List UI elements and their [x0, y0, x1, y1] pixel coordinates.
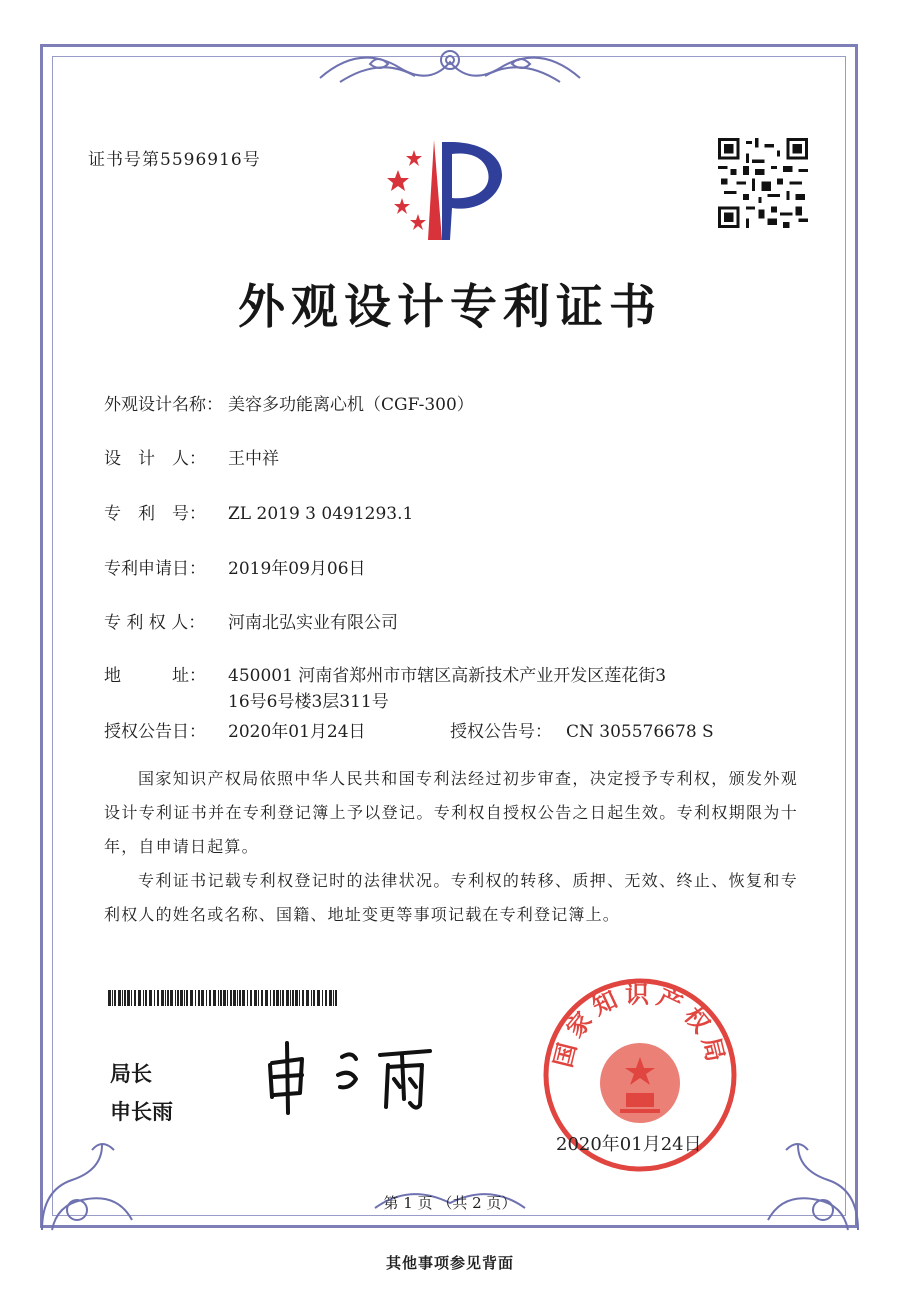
barcode-bar	[143, 990, 144, 1006]
barcode-bar	[230, 990, 232, 1006]
barcode-bar	[306, 990, 309, 1006]
barcode-bar	[114, 990, 116, 1006]
barcode-bar	[322, 990, 323, 1006]
barcode-bar	[122, 990, 123, 1006]
grant-number-label: 授权公告号：	[450, 722, 552, 742]
grant-date-label: 授权公告日：	[104, 722, 206, 742]
patentee-label: 专 利 权 人：	[104, 613, 206, 633]
signatory-name: 申长雨	[110, 1100, 173, 1124]
barcode-bar	[131, 990, 132, 1006]
barcode-bar	[335, 990, 337, 1006]
barcode-bar	[177, 990, 179, 1006]
certificate-number: 证书号第5596916号	[88, 150, 261, 170]
barcode-bar	[313, 990, 315, 1006]
barcode-bar	[167, 990, 169, 1006]
barcode-bar	[161, 990, 164, 1006]
barcode-bar	[329, 990, 332, 1006]
barcode-bar	[184, 990, 185, 1006]
corner-ornament-bottom-left	[32, 1130, 152, 1240]
barcode-bar	[124, 990, 126, 1006]
barcode-bar	[165, 990, 166, 1006]
barcode-bar	[138, 990, 141, 1006]
barcode-bar	[325, 990, 327, 1006]
patent-number-label: 专 利 号：	[104, 504, 206, 524]
barcode-bar	[258, 990, 259, 1006]
address-label: 地 址：	[104, 666, 206, 686]
barcode-bar	[201, 990, 204, 1006]
barcode-bar	[175, 990, 176, 1006]
barcode-bar	[299, 990, 300, 1006]
barcode-bar	[195, 990, 196, 1006]
barcode-bar	[239, 990, 241, 1006]
barcode-bar	[270, 990, 271, 1006]
patent-office-emblem-icon	[376, 130, 526, 249]
seal-text: 国家知识产权局	[548, 979, 732, 1071]
grant-number-value: CN 305576678 S	[566, 722, 714, 742]
barcode-bar	[276, 990, 279, 1006]
design-name-value: 美容多功能离心机（CGF-300）	[228, 395, 474, 415]
barcode-bar	[280, 990, 281, 1006]
barcode	[108, 990, 340, 1010]
barcode-bar	[317, 990, 320, 1006]
barcode-bar	[286, 990, 289, 1006]
certificate-title: 外观设计专利证书	[238, 280, 662, 335]
barcode-bar	[273, 990, 275, 1006]
barcode-bar	[302, 990, 304, 1006]
barcode-bar	[206, 990, 207, 1006]
barcode-bar	[108, 990, 111, 1006]
barcode-bar	[118, 990, 121, 1006]
barcode-bar	[170, 990, 173, 1006]
designer-value: 王中祥	[228, 449, 279, 469]
barcode-bar	[223, 990, 226, 1006]
barcode-bar	[127, 990, 130, 1006]
barcode-bar	[112, 990, 113, 1006]
grant-date-value: 2020年01月24日	[228, 722, 366, 742]
barcode-bar	[157, 990, 159, 1006]
page-indicator: 第 1 页 （共 2 页）	[383, 1194, 517, 1212]
barcode-bar	[149, 990, 152, 1006]
seal-date: 2020年01月24日	[556, 1134, 702, 1155]
barcode-bar	[237, 990, 238, 1006]
barcode-bar	[198, 990, 200, 1006]
barcode-bar	[233, 990, 236, 1006]
barcode-bar	[311, 990, 312, 1006]
footer-note: 其他事项参见背面	[385, 1254, 514, 1272]
barcode-bar	[145, 990, 147, 1006]
barcode-bar	[154, 990, 155, 1006]
corner-ornament-bottom-right	[748, 1130, 868, 1240]
filing-date-value: 2019年09月06日	[228, 559, 366, 579]
barcode-bar	[333, 990, 334, 1006]
barcode-bar	[186, 990, 188, 1006]
barcode-bar	[242, 990, 245, 1006]
barcode-bar	[292, 990, 294, 1006]
handwritten-signature	[262, 1035, 462, 1119]
barcode-bar	[180, 990, 183, 1006]
address-value-line1: 450001 河南省郑州市市辖区高新技术产业开发区莲花街3	[228, 666, 667, 686]
address-value-line2: 16号6号楼3层311号	[228, 692, 389, 712]
barcode-bar	[250, 990, 252, 1006]
barcode-bar	[209, 990, 211, 1006]
patent-number-value: ZL 2019 3 0491293.1	[228, 504, 414, 524]
signatory-title: 局长	[110, 1062, 152, 1086]
barcode-bar	[227, 990, 228, 1006]
top-ornament	[300, 38, 600, 94]
qr-code	[718, 138, 808, 232]
barcode-bar	[220, 990, 222, 1006]
barcode-bar	[254, 990, 257, 1006]
barcode-bar	[218, 990, 219, 1006]
barcode-bar	[213, 990, 216, 1006]
designer-label: 设 计 人：	[104, 449, 206, 469]
barcode-bar	[265, 990, 268, 1006]
barcode-bar	[282, 990, 284, 1006]
filing-date-label: 专利申请日：	[104, 559, 206, 579]
barcode-bar	[247, 990, 248, 1006]
barcode-bar	[261, 990, 263, 1006]
certificate-paragraph-2: 专利证书记载专利权登记时的法律状况。专利权的转移、质押、无效、终止、恢复和专利权人的姓名或名称、国籍、地址变更等事项记载在专利登记簿上。	[104, 871, 798, 924]
barcode-bar	[295, 990, 298, 1006]
certificate-paragraph-1: 国家知识产权局依照中华人民共和国专利法经过初步审查，决定授予专利权，颁发外观设计专利证书并在专利登记簿上予以登记。专利权自授权公告之日起生效。专利权期限为十年，自申请日起算。	[104, 769, 798, 856]
barcode-bar	[290, 990, 291, 1006]
design-name-label: 外观设计名称：	[104, 395, 223, 415]
barcode-bar	[190, 990, 193, 1006]
barcode-bar	[134, 990, 136, 1006]
patentee-value: 河南北弘实业有限公司	[228, 613, 398, 633]
